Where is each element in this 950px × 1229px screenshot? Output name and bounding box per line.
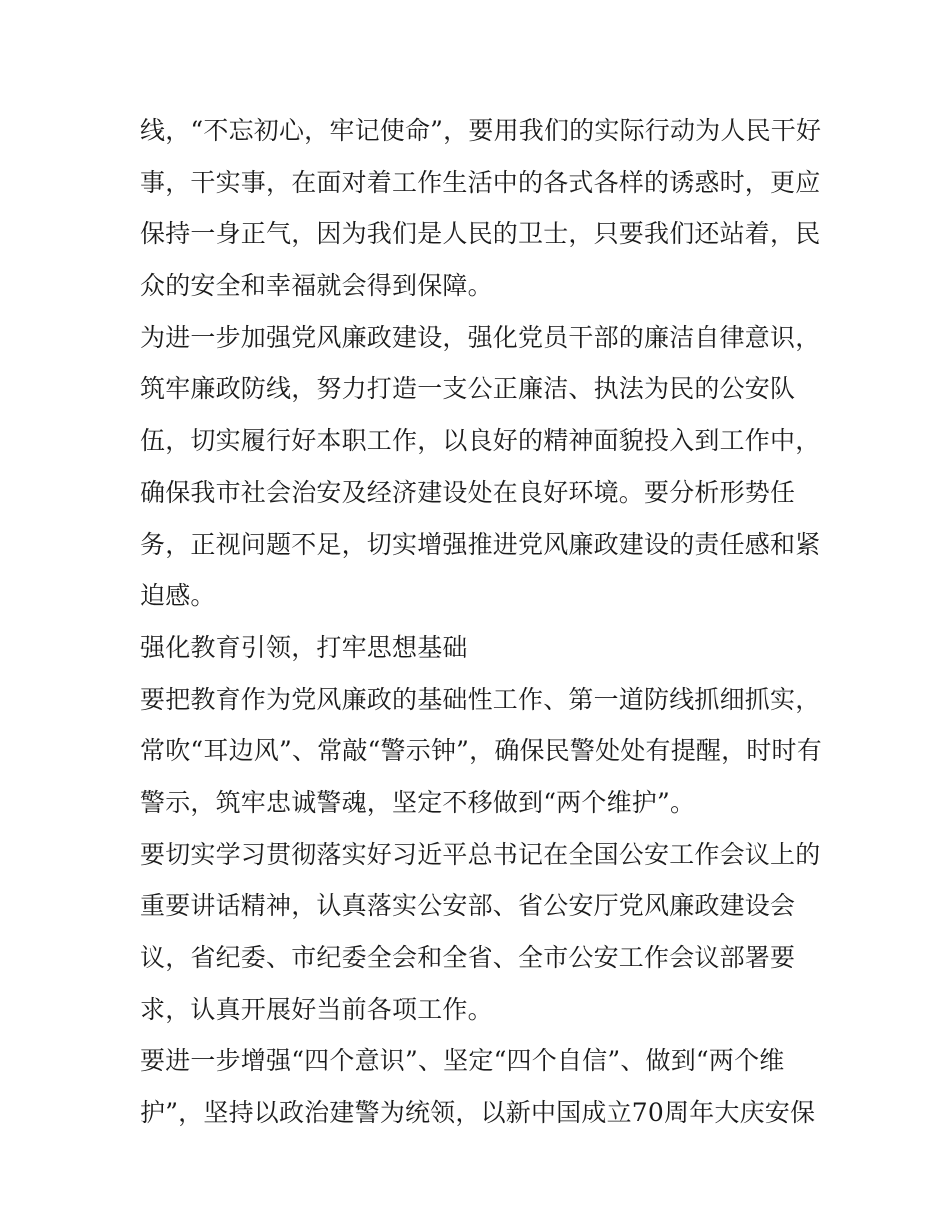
text-line: 事，干实事，在面对着工作生活中的各式各样的诱惑时，更应 — [140, 167, 821, 197]
text-line: 线，“不忘初心，牢记使命”，要用我们的实际行动为人民干好 — [140, 116, 822, 145]
document-body — [140, 105, 822, 1139]
text-line: 为进一步加强党风廉政建设，强化党员干部的廉洁自律意识， — [140, 322, 821, 352]
text-line: 务，正视问题不足，切实增强推进党风廉政建设的责任感和紧 — [140, 529, 821, 559]
text-line: 议，省纪委、市纪委全会和全省、全市公安工作会议部署要 — [140, 943, 796, 972]
text-line: 求，认真开展好当前各项工作。 — [140, 994, 493, 1024]
text-line: 护”，坚持以政治建警为统领，以新中国成立70周年大庆安保 — [140, 1098, 816, 1128]
section-heading: 强化教育引领，打牢思想基础 — [140, 632, 468, 662]
text-line: 要切实学习贯彻落实好习近平总书记在全国公安工作会议上的 — [140, 839, 821, 869]
text-line: 迫感。 — [140, 581, 216, 611]
text-line: 筑牢廉政防线，努力打造一支公正廉洁、执法为民的公安队 — [140, 374, 796, 404]
text-line: 众的安全和幸福就会得到保障。 — [140, 271, 493, 301]
text-line: 要把教育作为党风廉政的基础性工作、第一道防线抓细抓实， — [140, 684, 821, 714]
text-line: 保持一身正气，因为我们是人民的卫士，只要我们还站着，民 — [140, 219, 821, 249]
text-line: 确保我市社会治安及经济建设处在良好环境。要分析形势任 — [140, 477, 796, 507]
text-line: 伍，切实履行好本职工作，以良好的精神面貌投入到工作中， — [140, 426, 821, 456]
text-line: 重要讲话精神，认真落实公安部、省公安厅党风廉政建设会 — [140, 891, 796, 921]
text-line: 要进一步增强“四个意识”、坚定“四个自信”、做到“两个维 — [140, 1046, 785, 1076]
text-line: 常吹“耳边风”、常敲“警示钟”，确保民警处处有提醒，时时有 — [140, 736, 822, 766]
text-line: 警示，筑牢忠诚警魂，坚定不移做到“两个维护”。 — [140, 787, 696, 817]
